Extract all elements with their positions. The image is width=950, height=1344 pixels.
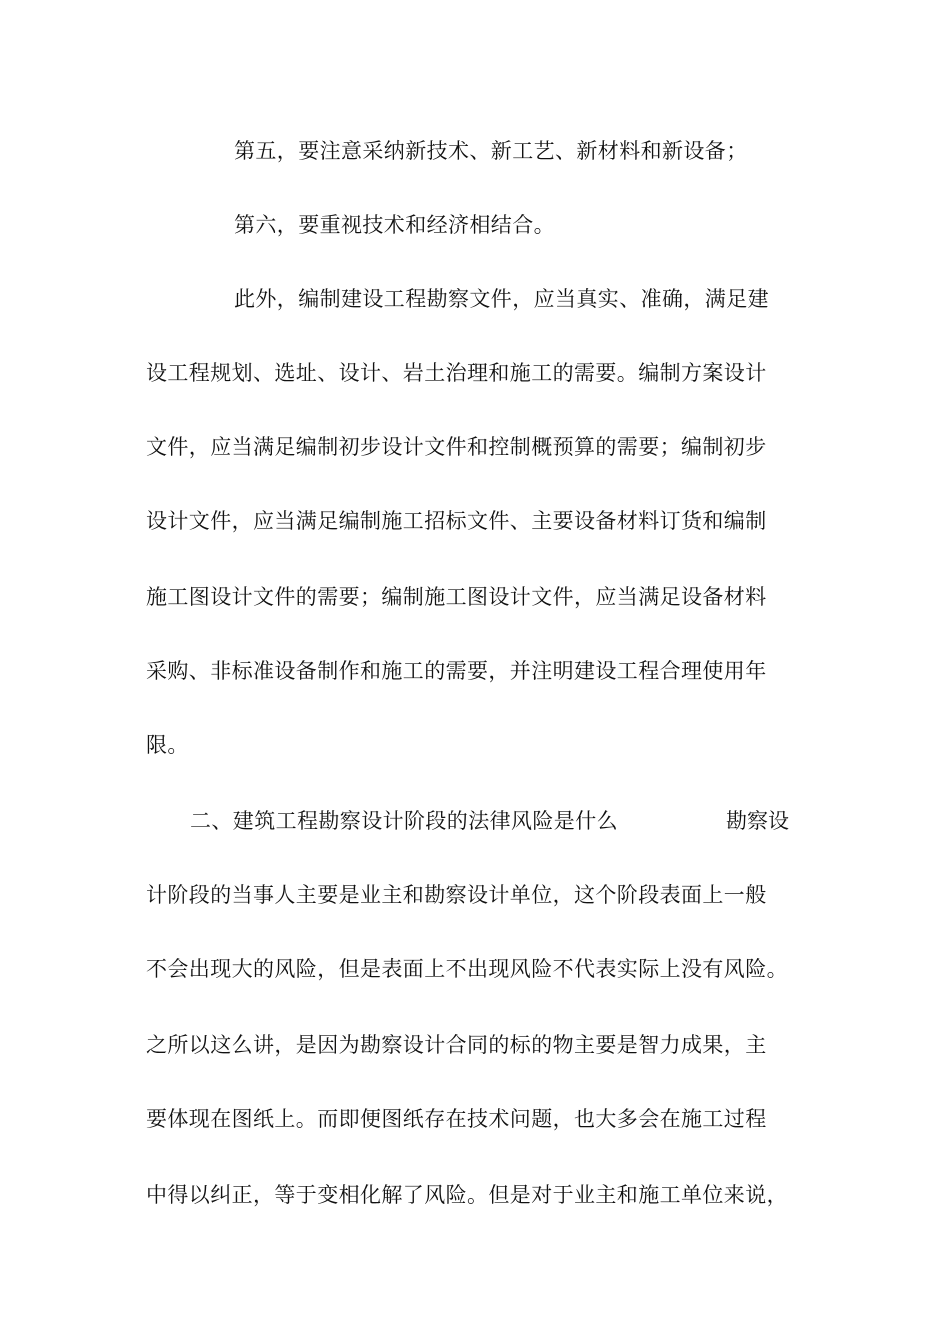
- paragraph-line: 限。: [146, 733, 189, 757]
- paragraph-line: 不会出现大的风险，但是表面上不出现风险不代表实际上没有风险。: [146, 957, 788, 981]
- paragraph-line: 中得以纠正，等于变相化解了风险。但是对于业主和施工单位来说，: [146, 1183, 788, 1207]
- section-heading: 二、建筑工程勘察设计阶段的法律风险是什么: [190, 809, 618, 833]
- paragraph-line: 设计文件，应当满足编制施工招标文件、主要设备材料订货和编制: [146, 509, 767, 533]
- paragraph-line: 施工图设计文件的需要；编制施工图设计文件，应当满足设备材料: [146, 585, 767, 609]
- paragraph-line: 勘察设: [726, 809, 789, 833]
- paragraph-line: 此外，编制建设工程勘察文件，应当真实、准确，满足建: [234, 287, 769, 311]
- paragraph-line: 之所以这么讲，是因为勘察设计合同的标的物主要是智力成果，主: [146, 1033, 767, 1057]
- paragraph-line: 文件，应当满足编制初步设计文件和控制概预算的需要；编制初步: [146, 435, 767, 459]
- paragraph-line: 第五，要注意采纳新技术、新工艺、新材料和新设备；: [234, 139, 748, 163]
- paragraph-line: 设工程规划、选址、设计、岩土治理和施工的需要。编制方案设计: [146, 361, 767, 385]
- paragraph-line: 计阶段的当事人主要是业主和勘察设计单位，这个阶段表面上一般: [146, 883, 767, 907]
- paragraph-line: 要体现在图纸上。而即便图纸存在技术问题，也大多会在施工过程: [146, 1107, 767, 1131]
- paragraph-line: 第六，要重视技术和经济相结合。: [234, 213, 555, 237]
- paragraph-line: 采购、非标准设备制作和施工的需要，并注明建设工程合理使用年: [146, 659, 767, 683]
